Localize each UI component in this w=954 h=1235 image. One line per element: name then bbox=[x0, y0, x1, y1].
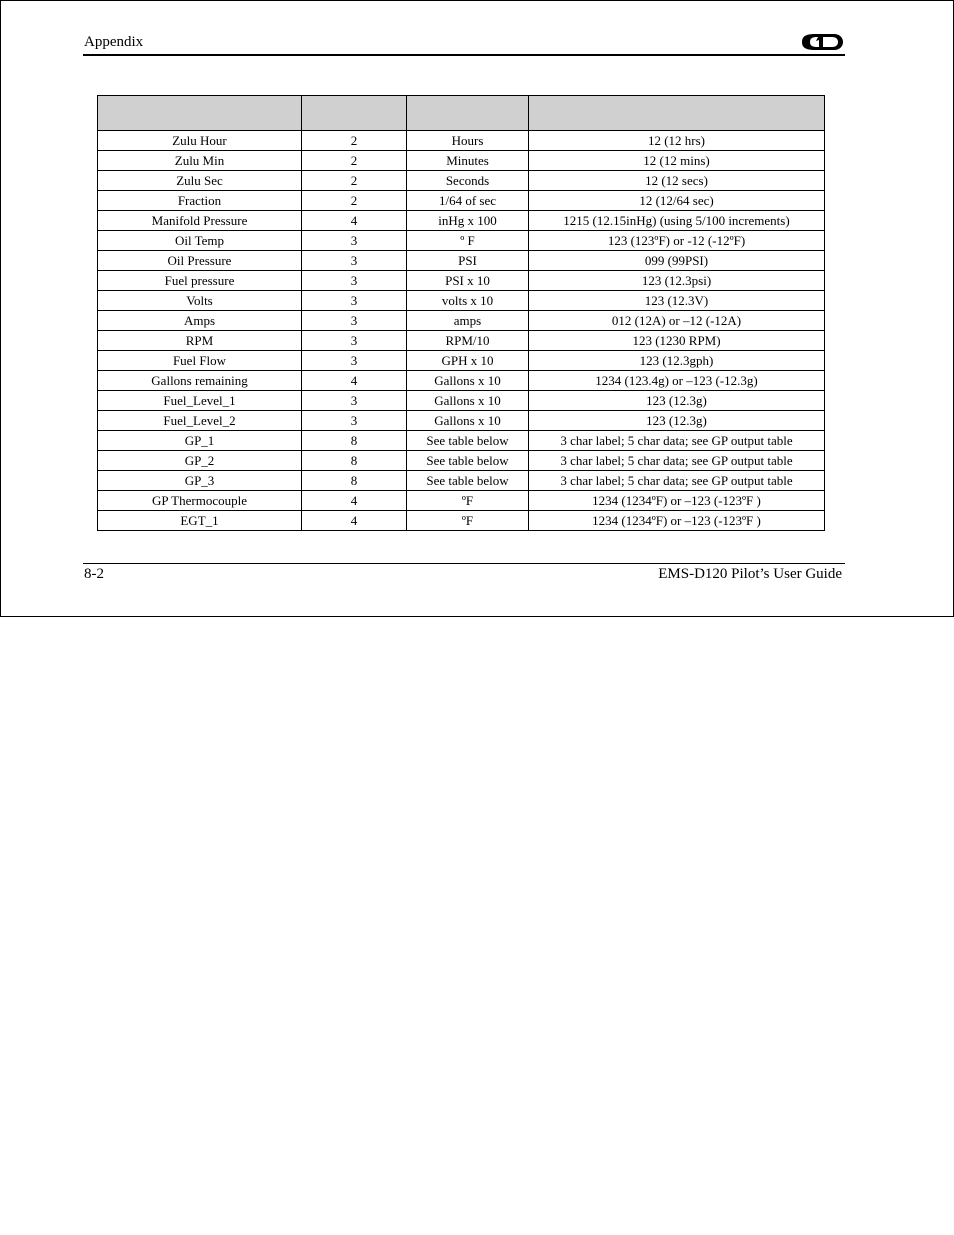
column-header bbox=[302, 96, 407, 131]
table-cell: 2 bbox=[302, 151, 407, 171]
table-cell: Minutes bbox=[407, 151, 529, 171]
table-cell: Volts bbox=[98, 291, 302, 311]
table-cell: 2 bbox=[302, 171, 407, 191]
table-cell: See table below bbox=[407, 471, 529, 491]
table-cell: 2 bbox=[302, 131, 407, 151]
table-cell: EGT_1 bbox=[98, 511, 302, 531]
table-cell: 3 bbox=[302, 331, 407, 351]
footer-rule bbox=[83, 563, 845, 564]
table-cell: inHg x 100 bbox=[407, 211, 529, 231]
table-cell: 4 bbox=[302, 371, 407, 391]
table-row bbox=[98, 451, 825, 471]
table-cell: 12 (12 mins) bbox=[529, 151, 825, 171]
table-cell: 123 (12.3psi) bbox=[529, 271, 825, 291]
document-title: EMS-D120 Pilot’s User Guide bbox=[658, 566, 842, 582]
dynon-logo-icon bbox=[800, 32, 844, 52]
table-cell: 3 bbox=[302, 231, 407, 251]
table-cell: Fuel_Level_1 bbox=[98, 391, 302, 411]
table-cell: Zulu Hour bbox=[98, 131, 302, 151]
table-cell: 123 (1230 RPM) bbox=[529, 331, 825, 351]
table-row bbox=[98, 131, 825, 151]
table-cell: ºF bbox=[407, 511, 529, 531]
table-cell: 3 bbox=[302, 411, 407, 431]
table-row bbox=[98, 231, 825, 251]
page-header bbox=[83, 30, 845, 56]
table-cell: 4 bbox=[302, 491, 407, 511]
table-cell: 123 (123ºF) or -12 (-12ºF) bbox=[529, 231, 825, 251]
column-header bbox=[529, 96, 825, 131]
table-cell: GP_1 bbox=[98, 431, 302, 451]
table-cell: Seconds bbox=[407, 171, 529, 191]
table-cell: Manifold Pressure bbox=[98, 211, 302, 231]
table-cell: 3 bbox=[302, 251, 407, 271]
table-cell: Fuel_Level_2 bbox=[98, 411, 302, 431]
table-cell: 3 bbox=[302, 351, 407, 371]
table-cell: 8 bbox=[302, 451, 407, 471]
table-row bbox=[98, 191, 825, 211]
table-row bbox=[98, 491, 825, 511]
table-cell: Gallons remaining bbox=[98, 371, 302, 391]
table-row bbox=[98, 311, 825, 331]
table-cell: 3 bbox=[302, 291, 407, 311]
table-row bbox=[98, 511, 825, 531]
table-cell: 2 bbox=[302, 191, 407, 211]
table-cell: 3 char label; 5 char data; see GP output table bbox=[529, 431, 825, 451]
table-cell: Oil Pressure bbox=[98, 251, 302, 271]
table-cell: 12 (12/64 sec) bbox=[529, 191, 825, 211]
table-cell: 3 char label; 5 char data; see GP output table bbox=[529, 471, 825, 491]
table-cell: 123 (12.3V) bbox=[529, 291, 825, 311]
table-cell: Gallons x 10 bbox=[407, 371, 529, 391]
table-cell: Fuel Flow bbox=[98, 351, 302, 371]
table-row bbox=[98, 251, 825, 271]
table-cell: RPM bbox=[98, 331, 302, 351]
table-row bbox=[98, 391, 825, 411]
table-cell: See table below bbox=[407, 451, 529, 471]
table-cell: 3 bbox=[302, 271, 407, 291]
table-cell: Amps bbox=[98, 311, 302, 331]
table-cell: 3 bbox=[302, 311, 407, 331]
column-header bbox=[98, 96, 302, 131]
table-cell: 1234 (1234ºF) or –123 (-123ºF ) bbox=[529, 491, 825, 511]
table-cell: Gallons x 10 bbox=[407, 391, 529, 411]
table-cell: Hours bbox=[407, 131, 529, 151]
table-cell: GP_3 bbox=[98, 471, 302, 491]
table-cell: Fraction bbox=[98, 191, 302, 211]
table-cell: amps bbox=[407, 311, 529, 331]
table-cell: 1234 (1234ºF) or –123 (-123ºF ) bbox=[529, 511, 825, 531]
table-cell: 123 (12.3g) bbox=[529, 411, 825, 431]
data-format-table bbox=[97, 95, 825, 531]
table-cell: 3 char label; 5 char data; see GP output table bbox=[529, 451, 825, 471]
column-header bbox=[407, 96, 529, 131]
table-cell: PSI x 10 bbox=[407, 271, 529, 291]
table-row bbox=[98, 271, 825, 291]
table-row bbox=[98, 331, 825, 351]
table-cell: 123 (12.3gph) bbox=[529, 351, 825, 371]
table-cell: 8 bbox=[302, 431, 407, 451]
table-cell: GP Thermocouple bbox=[98, 491, 302, 511]
table-cell: Gallons x 10 bbox=[407, 411, 529, 431]
table-row bbox=[98, 371, 825, 391]
section-title: Appendix bbox=[84, 34, 144, 50]
table-cell: volts x 10 bbox=[407, 291, 529, 311]
table-cell: Fuel pressure bbox=[98, 271, 302, 291]
table-cell: 123 (12.3g) bbox=[529, 391, 825, 411]
table-cell: Zulu Min bbox=[98, 151, 302, 171]
table-row bbox=[98, 351, 825, 371]
table-header-row bbox=[98, 96, 825, 131]
table-cell: 8 bbox=[302, 471, 407, 491]
table-cell: 099 (99PSI) bbox=[529, 251, 825, 271]
table-cell: See table below bbox=[407, 431, 529, 451]
table-cell: 12 (12 hrs) bbox=[529, 131, 825, 151]
table-cell: RPM/10 bbox=[407, 331, 529, 351]
table-cell: 1234 (123.4g) or –123 (-12.3g) bbox=[529, 371, 825, 391]
table-row bbox=[98, 171, 825, 191]
table-cell: 3 bbox=[302, 391, 407, 411]
table-cell: GPH x 10 bbox=[407, 351, 529, 371]
table-row bbox=[98, 291, 825, 311]
table-row bbox=[98, 211, 825, 231]
table-row bbox=[98, 471, 825, 491]
table-cell: Oil Temp bbox=[98, 231, 302, 251]
table-cell: 1/64 of sec bbox=[407, 191, 529, 211]
table-row bbox=[98, 431, 825, 451]
table-row bbox=[98, 411, 825, 431]
table-cell: 012 (12A) or –12 (-12A) bbox=[529, 311, 825, 331]
table-cell: PSI bbox=[407, 251, 529, 271]
table-cell: ºF bbox=[407, 491, 529, 511]
table-cell: Zulu Sec bbox=[98, 171, 302, 191]
table-cell: 4 bbox=[302, 211, 407, 231]
table-cell: 1215 (12.15inHg) (using 5/100 increments) bbox=[529, 211, 825, 231]
table-cell: GP_2 bbox=[98, 451, 302, 471]
table-cell: º F bbox=[407, 231, 529, 251]
table-row bbox=[98, 151, 825, 171]
page-number: 8-2 bbox=[84, 566, 104, 582]
table-cell: 4 bbox=[302, 511, 407, 531]
table-cell: 12 (12 secs) bbox=[529, 171, 825, 191]
